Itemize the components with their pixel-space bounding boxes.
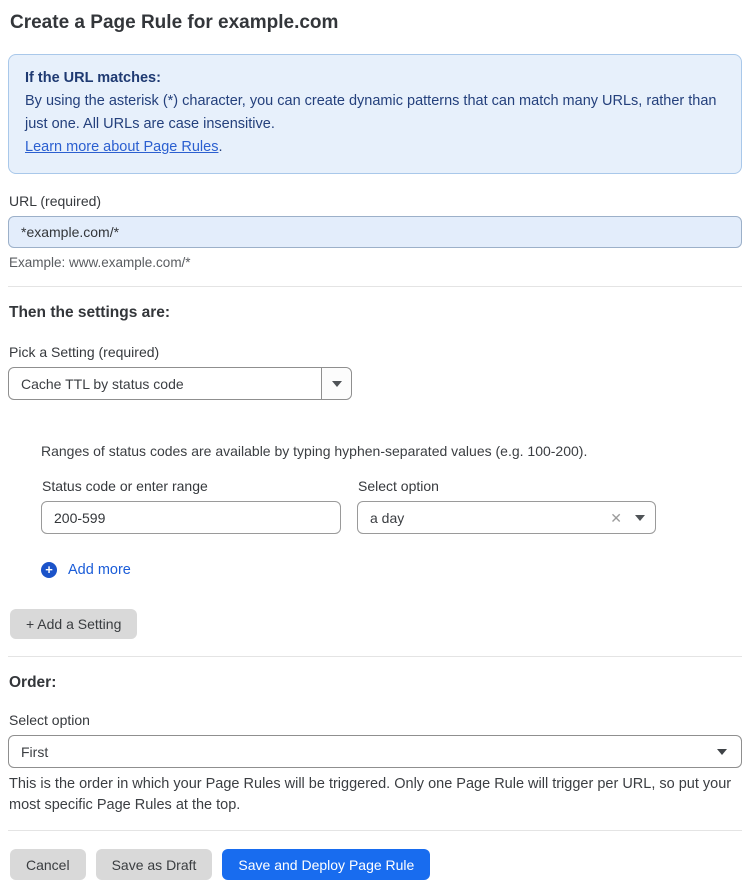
status-code-label: Status code or enter range [42, 478, 208, 494]
add-more-link[interactable] [41, 562, 131, 578]
order-description: This is the order in which your Page Rules will be triggered. Only one Page Rule will trigger per URL, so put your most specific Page Rules at the top. [9, 776, 732, 813]
info-box-heading: If the URL matches: [25, 70, 161, 86]
status-code-subsection [41, 443, 742, 579]
status-range-hint: Ranges of status codes are available by typing hyphen-separated values (e.g. 100-200). [41, 443, 588, 459]
status-code-input[interactable] [41, 501, 341, 534]
url-field-label: URL (required) [9, 193, 102, 209]
settings-heading: Then the settings are: [9, 304, 171, 321]
chevron-down-icon [717, 749, 727, 755]
page-title: Create a Page Rule for example.com [10, 12, 339, 33]
setting-select-caret-button[interactable] [321, 368, 351, 399]
chevron-down-icon [635, 515, 645, 521]
ttl-select[interactable] [357, 501, 656, 534]
order-heading: Order: [9, 674, 57, 691]
chevron-down-icon [332, 381, 342, 387]
add-more-label: Add more [68, 562, 131, 578]
clear-icon[interactable]: ✕ [610, 509, 622, 526]
status-code-row [41, 478, 742, 534]
add-setting-button[interactable]: + Add a Setting [10, 609, 137, 639]
divider [8, 656, 742, 657]
link-suffix: . [218, 139, 223, 155]
status-code-column [41, 478, 341, 534]
cancel-button[interactable]: Cancel [10, 849, 86, 880]
learn-more-link[interactable]: Learn more about Page Rules [25, 139, 219, 155]
pick-setting-label: Pick a Setting (required) [9, 344, 160, 360]
divider [8, 286, 742, 287]
info-box-link-row [25, 136, 725, 159]
url-example-text: Example: www.example.com/* [9, 255, 191, 270]
save-as-draft-button[interactable]: Save as Draft [96, 849, 213, 880]
ttl-select-label: Select option [358, 478, 439, 494]
plus-circle-icon: + [41, 562, 57, 578]
ttl-column [357, 478, 656, 534]
setting-select[interactable] [8, 367, 352, 400]
url-match-info-box [8, 54, 742, 174]
info-box-body: By using the asterisk (*) character, you can create dynamic patterns that can match many URLs, rather than just one. All URLs are case insensitive. [25, 93, 717, 132]
order-select-value: First [21, 743, 49, 760]
ttl-select-value: a day [370, 509, 405, 526]
save-and-deploy-button[interactable]: Save and Deploy Page Rule [222, 849, 430, 880]
setting-select-value: Cache TTL by status code [21, 375, 184, 392]
order-select[interactable] [8, 735, 742, 768]
url-input[interactable] [8, 216, 742, 248]
order-select-label: Select option [9, 712, 90, 728]
